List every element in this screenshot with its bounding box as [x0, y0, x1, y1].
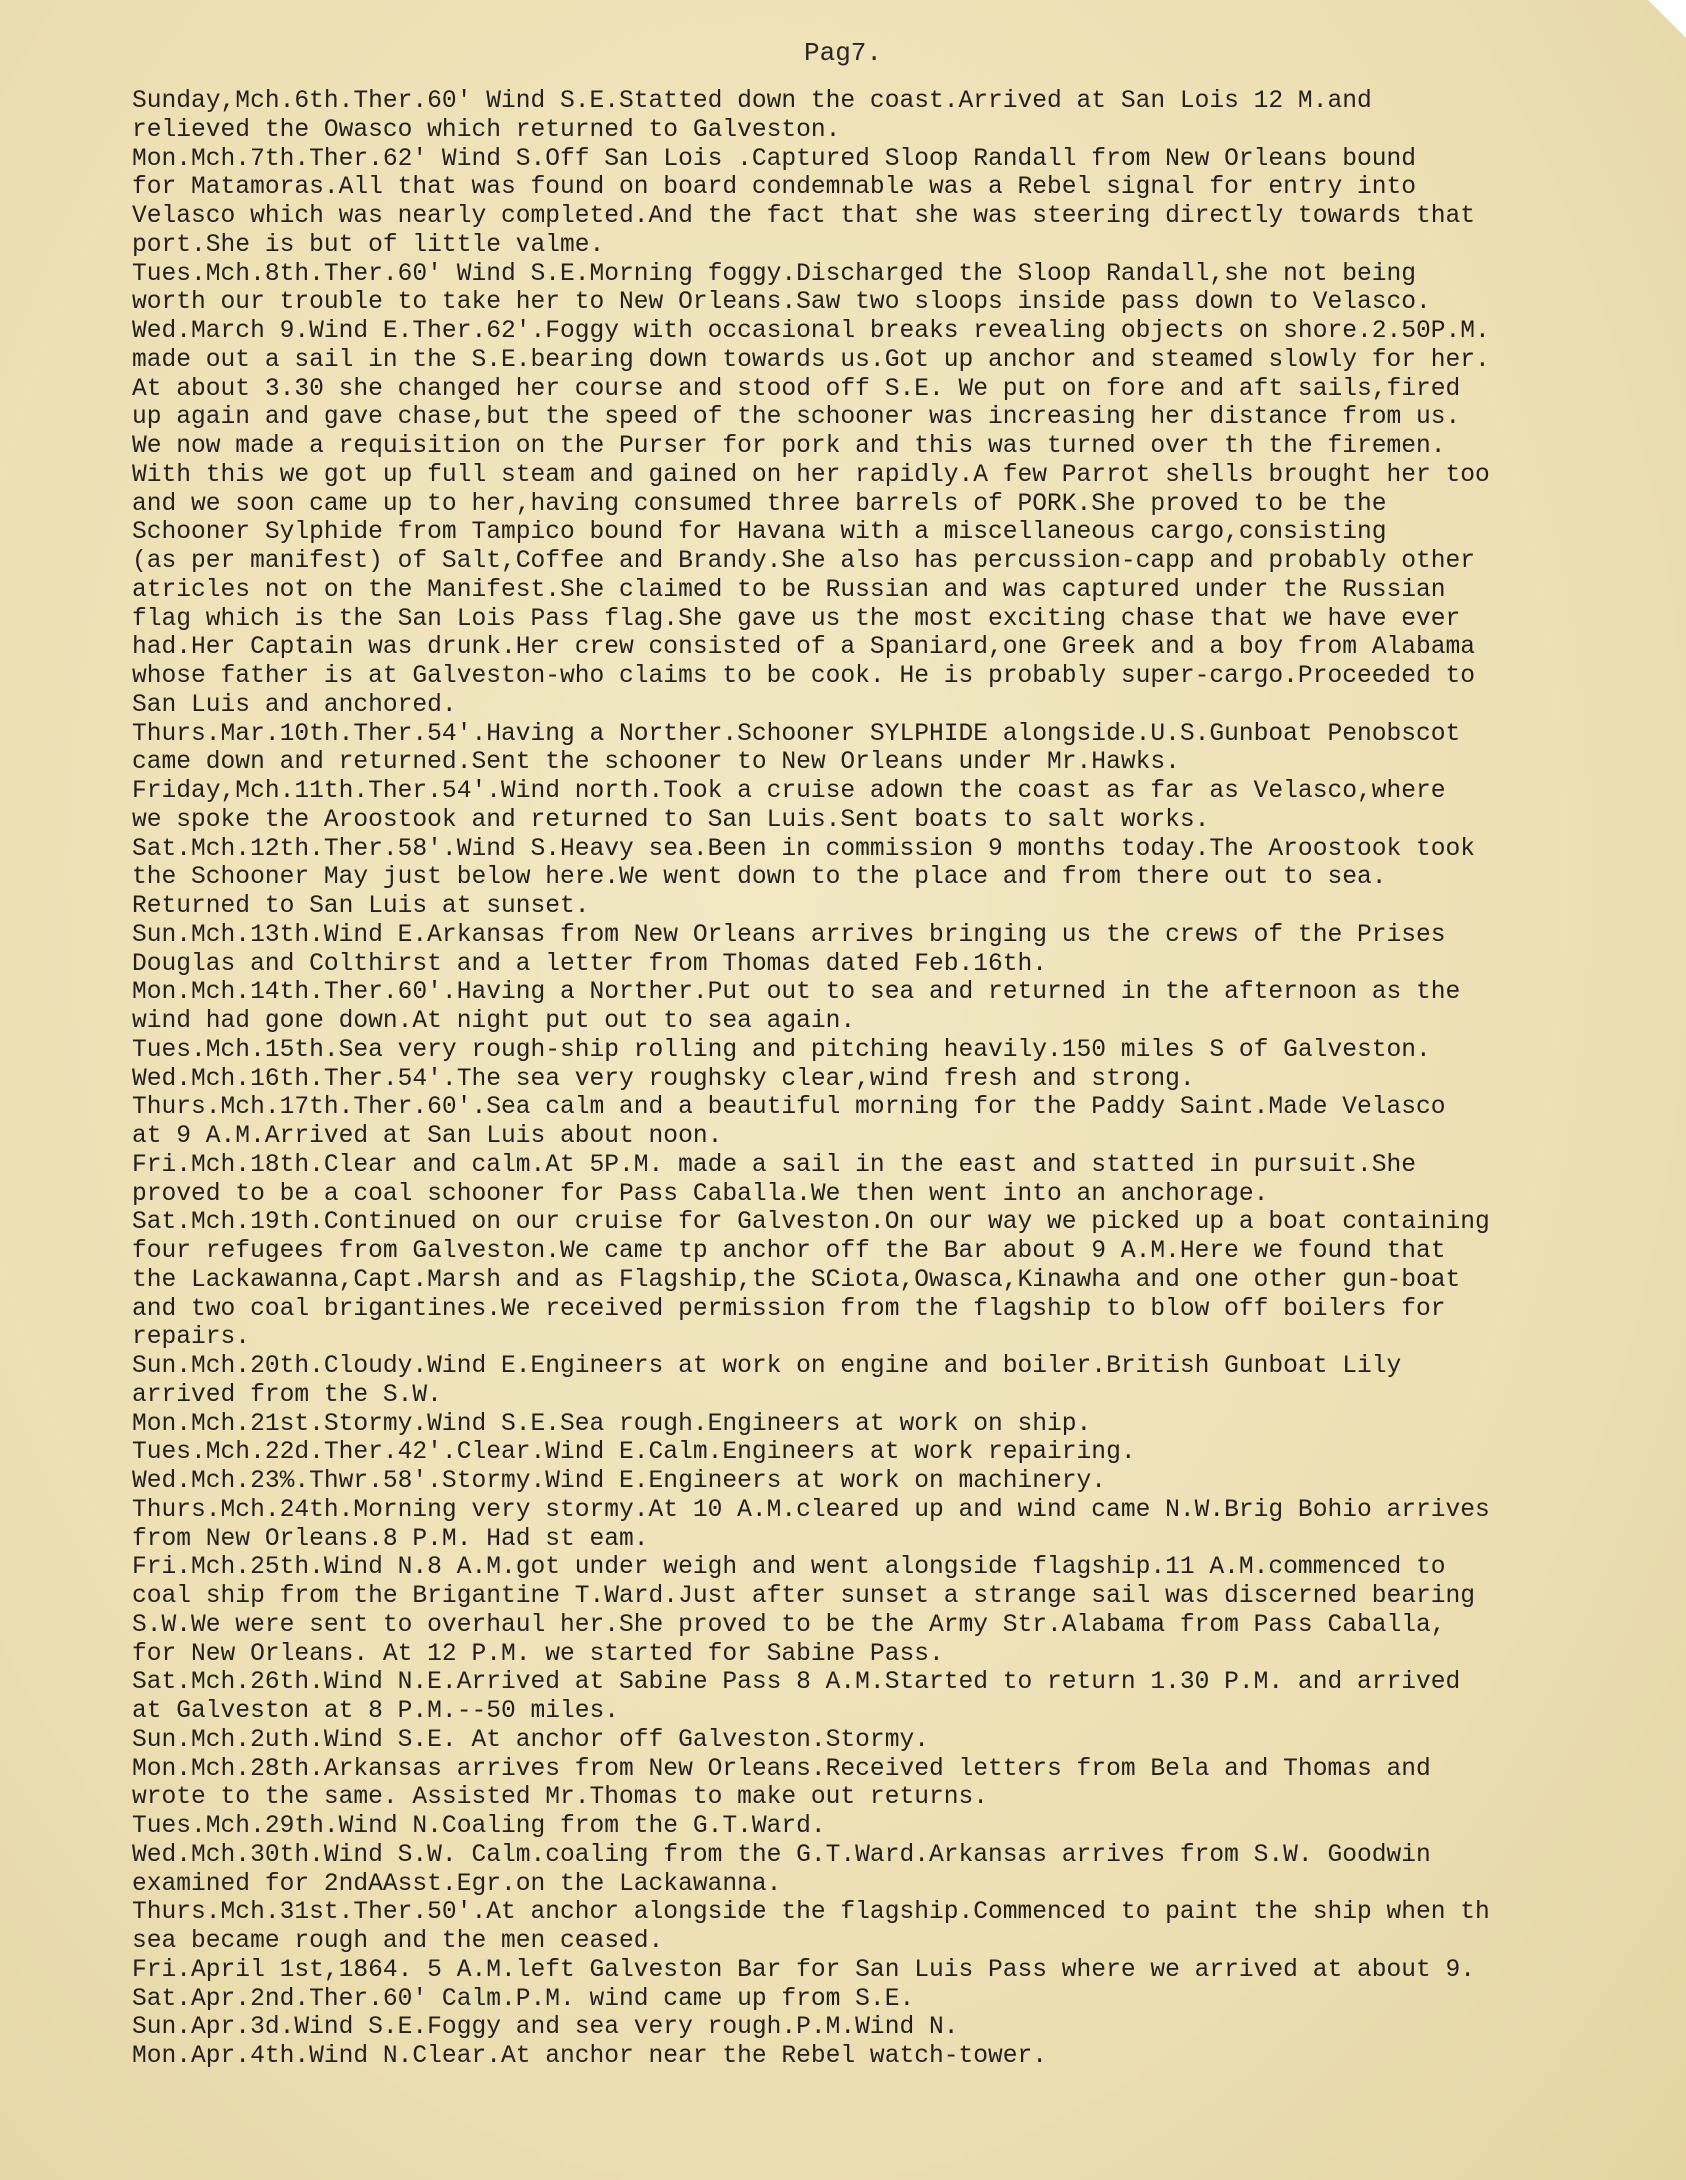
diary-line: for New Orleans. At 12 P.M. we started for Sabine Pass. — [132, 1640, 944, 1668]
diary-line: came down and returned.Sent the schooner to New Orleans under Mr.Hawks. — [132, 749, 1180, 777]
diary-line: Sun.Mch.13th.Wind E.Arkansas from New Orleans arrives bringing us the crews of the Prises — [132, 921, 1446, 949]
diary-line: Wed.Mch.16th.Ther.54'.The sea very roughsky clear,wind fresh and strong. — [132, 1065, 1195, 1093]
diary-line: Fri.Mch.18th.Clear and calm.At 5P.M. made a sail in the east and statted in pursuit.She — [132, 1151, 1417, 1179]
diary-line: worth our trouble to take her to New Orleans.Saw two sloops inside pass down to Velasco. — [132, 289, 1431, 317]
diary-line: sea became rough and the men ceased. — [132, 1928, 664, 1955]
diary-line: arrived from the S.W. — [132, 1381, 442, 1409]
diary-line: at Galveston at 8 P.M.--50 miles. — [132, 1698, 620, 1725]
diary-line: for Matamoras.All that was found on board condemnable was a Rebel signal for entry into — [132, 174, 1417, 202]
diary-line: Mon.Apr.4th.Wind N.Clear.At anchor near the Rebel watch-tower. — [132, 2043, 1048, 2070]
diary-line: proved to be a coal schooner for Pass Caballa.We then went into an anchorage. — [132, 1180, 1269, 1208]
diary-line: Thurs.Mar.10th.Ther.54'.Having a Norther.Schooner SYLPHIDE alongside.U.S.Gunboat Penobscot — [132, 720, 1461, 748]
diary-line: Sunday,Mch.6th.Ther.60' Wind S.E.Statted down the coast.Arrived at San Lois 12 M.and — [132, 88, 1372, 115]
diary-line: made out a sail in the S.E.bearing down towards us.Got up anchor and steamed slowly for her. — [132, 346, 1490, 374]
diary-line: San Luis and anchored. — [132, 691, 457, 719]
diary-line: Fri.Mch.25th.Wind N.8 A.M.got under weigh and went alongside flagship.11 A.M.commenced to — [132, 1554, 1446, 1582]
diary-line: Tues.Mch.15th.Sea very rough-ship rolling and pitching heavily.150 miles S of Galveston. — [132, 1036, 1431, 1064]
diary-line: Friday,Mch.11th.Ther.54'.Wind north.Took a cruise adown the coast as far as Velasco,where — [132, 778, 1446, 805]
diary-line: Sun.Apr.3d.Wind S.E.Foggy and sea very rough.P.M.Wind N. — [132, 2014, 959, 2042]
diary-line: flag which is the San Lois Pass flag.She gave us the most exciting chase that we have ever — [132, 605, 1461, 633]
diary-line: S.W.We were sent to overhaul her.She proved to be the Army Str.Alabama from Pass Caballa, — [132, 1611, 1446, 1639]
diary-line: Wed.Mch.23%.Thwr.58'.Stormy.Wind E.Engineers at work on machinery. — [132, 1468, 1107, 1495]
diary-line: and we soon came up to her,having consumed three barrels of PORK.She proved to be the — [132, 490, 1387, 518]
diary-line: the Lackawanna,Capt.Marsh and as Flagship,the SCiota,Owasca,Kinawha and one other gun-boat — [132, 1266, 1461, 1294]
diary-line: we spoke the Aroostook and returned to San Luis.Sent boats to salt works. — [132, 806, 1210, 834]
diary-line: repairs. — [132, 1324, 251, 1352]
diary-line: examined for 2ndAAsst.Egr.on the Lackawanna. — [132, 1870, 782, 1898]
diary-line: Returned to San Luis at sunset. — [132, 893, 590, 920]
diary-line: and two coal brigantines.We received permission from the flagship to blow off boilers for — [132, 1295, 1446, 1323]
page-number: Pag7. — [803, 38, 882, 68]
diary-line: Sun.Mch.2uth.Wind S.E. At anchor off Galveston.Stormy. — [132, 1726, 929, 1754]
diary-line: atricles not on the Manifest.She claimed to be Russian and was captured under the Russian — [132, 576, 1446, 604]
diary-line: port.She is but of little valme. — [132, 231, 605, 259]
diary-line: whose father is at Galveston-who claims to be cook. He is probably super-cargo.Proceeded to — [132, 663, 1476, 690]
diary-line: (as per manifest) of Salt,Coffee and Brandy.She also has percussion-capp and probably other — [132, 548, 1476, 575]
diary-line: We now made a requisition on the Purser for pork and this was turned over th the firemen. — [132, 433, 1446, 460]
diary-line: Wed.Mch.30th.Wind S.W. Calm.coaling from the G.T.Ward.Arkansas arrives from S.W. Goodwin — [132, 1841, 1431, 1869]
diary-line: Sat.Apr.2nd.Ther.60' Calm.P.M. wind came up from S.E. — [132, 1985, 915, 2013]
diary-line: Tues.Mch.22d.Ther.42'.Clear.Wind E.Calm.Engineers at work repairing. — [132, 1439, 1136, 1467]
diary-line: at 9 A.M.Arrived at San Luis about noon. — [132, 1123, 723, 1150]
diary-line: wrote to the same. Assisted Mr.Thomas to make out returns. — [132, 1784, 989, 1812]
diary-line: the Schooner May just below here.We went down to the place and from there out to sea. — [132, 864, 1387, 892]
diary-line: Mon.Mch.21st.Stormy.Wind S.E.Sea rough.Engineers at work on ship. — [132, 1410, 1092, 1438]
diary-line: Wed.March 9.Wind E.Ther.62'.Foggy with occasional breaks revealing objects on shore.2.50P.M. — [132, 318, 1490, 345]
diary-line: Sat.Mch.26th.Wind N.E.Arrived at Sabine Pass 8 A.M.Started to return 1.30 P.M. and arrived — [132, 1669, 1461, 1697]
diary-line: up again and gave chase,but the speed of the schooner was increasing her distance from us. — [132, 404, 1461, 432]
diary-line: At about 3.30 she changed her course and stood off S.E. We put on fore and aft sails,fired — [132, 375, 1461, 403]
diary-line: from New Orleans.8 P.M. Had st eam. — [132, 1525, 649, 1553]
diary-line: Douglas and Colthirst and a letter from Thomas dated Feb.16th. — [132, 950, 1048, 978]
diary-text — [132, 88, 1672, 2072]
diary-line: Thurs.Mch.31st.Ther.50'.At anchor alongside the flagship.Commenced to paint the ship when th — [132, 1899, 1490, 1927]
diary-line: wind had gone down.At night put out to sea again. — [132, 1008, 856, 1035]
diary-line: Schooner Sylphide from Tampico bound for Havana with a miscellaneous cargo,consisting — [132, 519, 1387, 547]
diary-line: Tues.Mch.29th.Wind N.Coaling from the G.T.Ward. — [132, 1813, 826, 1840]
diary-line: With this we got up full steam and gained on her rapidly.A few Parrot shells brought her too — [132, 461, 1490, 489]
diary-line: Velasco which was nearly completed.And the fact that she was steering directly towards that — [132, 203, 1476, 230]
diary-line: Mon.Mch.28th.Arkansas arrives from New Orleans.Received letters from Bela and Thomas and — [132, 1755, 1431, 1783]
torn-corner — [1648, 0, 1686, 38]
diary-line: Tues.Mch.8th.Ther.60' Wind S.E.Morning foggy.Discharged the Sloop Randall,she not being — [132, 260, 1417, 288]
diary-line: Mon.Mch.7th.Ther.62' Wind S.Off San Lois .Captured Sloop Randall from New Orleans bound — [132, 145, 1417, 173]
diary-line: Sat.Mch.19th.Continued on our cruise for Galveston.On our way we picked up a boat containing — [132, 1209, 1490, 1237]
diary-line: Thurs.Mch.24th.Morning very stormy.At 10 A.M.cleared up and wind came N.W.Brig Bohio arrives — [132, 1496, 1490, 1524]
diary-line: Sat.Mch.12th.Ther.58'.Wind S.Heavy sea.Been in commission 9 months today.The Aroostook took — [132, 835, 1476, 863]
diary-line: relieved the Owasco which returned to Galveston. — [132, 116, 841, 144]
diary-line: four refugees from Galveston.We came tp anchor off the Bar about 9 A.M.Here we found that — [132, 1238, 1446, 1265]
diary-line: Fri.April 1st,1864. 5 A.M.left Galveston Bar for San Luis Pass where we arrived at about 9. — [132, 1956, 1476, 1984]
diary-line: had.Her Captain was drunk.Her crew consisted of a Spaniard,one Greek and a boy from Alabama — [132, 634, 1476, 662]
diary-line: coal ship from the Brigantine T.Ward.Just after sunset a strange sail was discerned bearing — [132, 1583, 1476, 1610]
diary-line: Mon.Mch.14th.Ther.60'.Having a Norther.Put out to sea and returned in the afternoon as the — [132, 979, 1461, 1007]
diary-line: Thurs.Mch.17th.Ther.60'.Sea calm and a beautiful morning for the Paddy Saint.Made Velasco — [132, 1094, 1446, 1122]
diary-line: Sun.Mch.20th.Cloudy.Wind E.Engineers at work on engine and boiler.British Gunboat Lily — [132, 1353, 1402, 1380]
